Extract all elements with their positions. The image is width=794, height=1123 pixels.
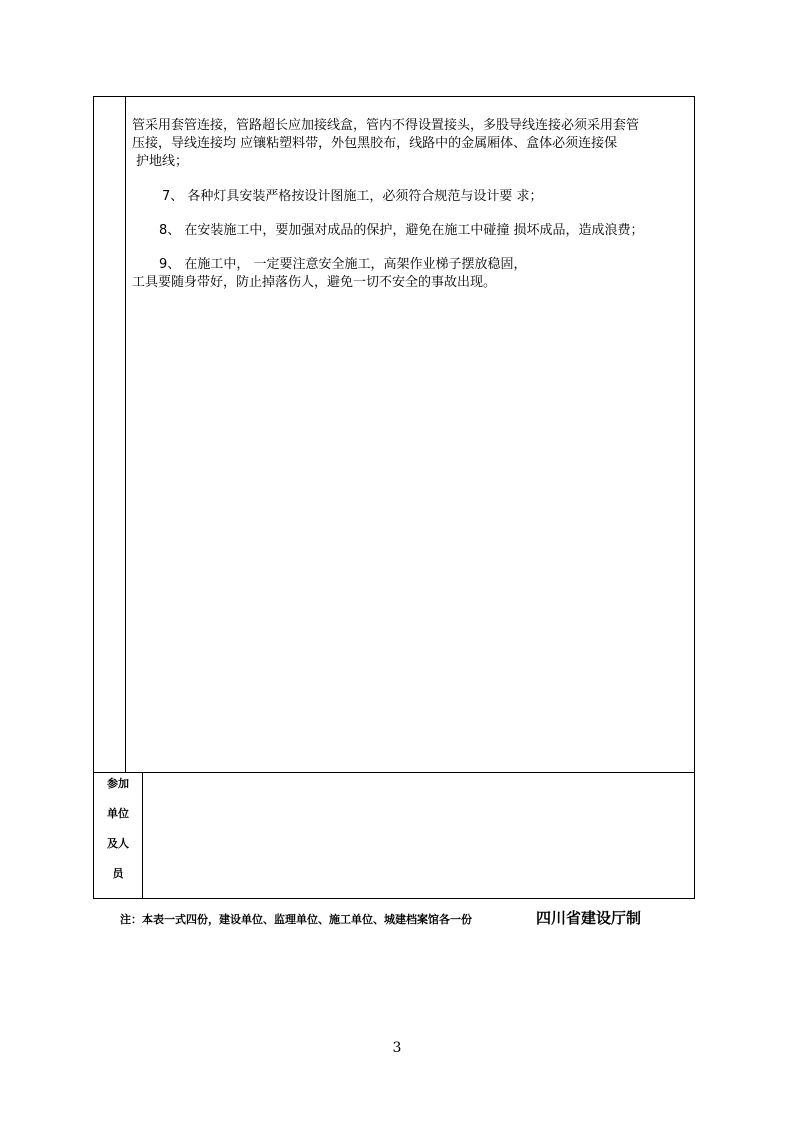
content-item-9-continuation: 工具要随身带好，防止掉落伤人，避免一切不安全的事故出现。: [132, 275, 497, 290]
participants-label-line: 参加: [107, 777, 129, 790]
issuer-label: 四川省建设厅制: [536, 909, 642, 927]
page-number: 3: [392, 1040, 402, 1056]
table-column-divider-bottom: [142, 772, 143, 898]
content-item-9: 9、 在施工中， 一定要注意安全施工，高架作业梯子摆放稳固，: [159, 257, 527, 272]
participants-label-line: 及人: [107, 837, 129, 850]
participants-label-line: 单位: [107, 807, 129, 820]
content-item-8: 8、 在安装施工中，要加强对成品的保护，避免在施工中碰撞 损坏成品，造成浪费；: [159, 223, 644, 238]
content-line: 管采用套管连接，管路超长应加接线盒，管内不得设置接头，多股导线连接必须采用套管: [132, 118, 640, 133]
table-row-divider: [94, 772, 694, 773]
form-table: [93, 96, 695, 899]
content-item-7: 7、 各种灯具安装严格按设计图施工，必须符合规范与设计要 求；: [162, 189, 543, 204]
technical-content-cell: [132, 117, 688, 292]
content-line: 压接，导线连接均 应镶粘塑料带，外包黑胶布，线路中的金属厢体、盒体必须连接保: [132, 136, 618, 151]
table-column-divider: [125, 97, 126, 772]
participants-label: [94, 772, 142, 898]
participants-label-line: 员: [112, 867, 124, 880]
footer-note: 注：本表一式四份，建设单位、监理单位、施工单位、城建档案馆各一份: [120, 913, 472, 926]
content-line: 护地线；: [136, 154, 189, 169]
